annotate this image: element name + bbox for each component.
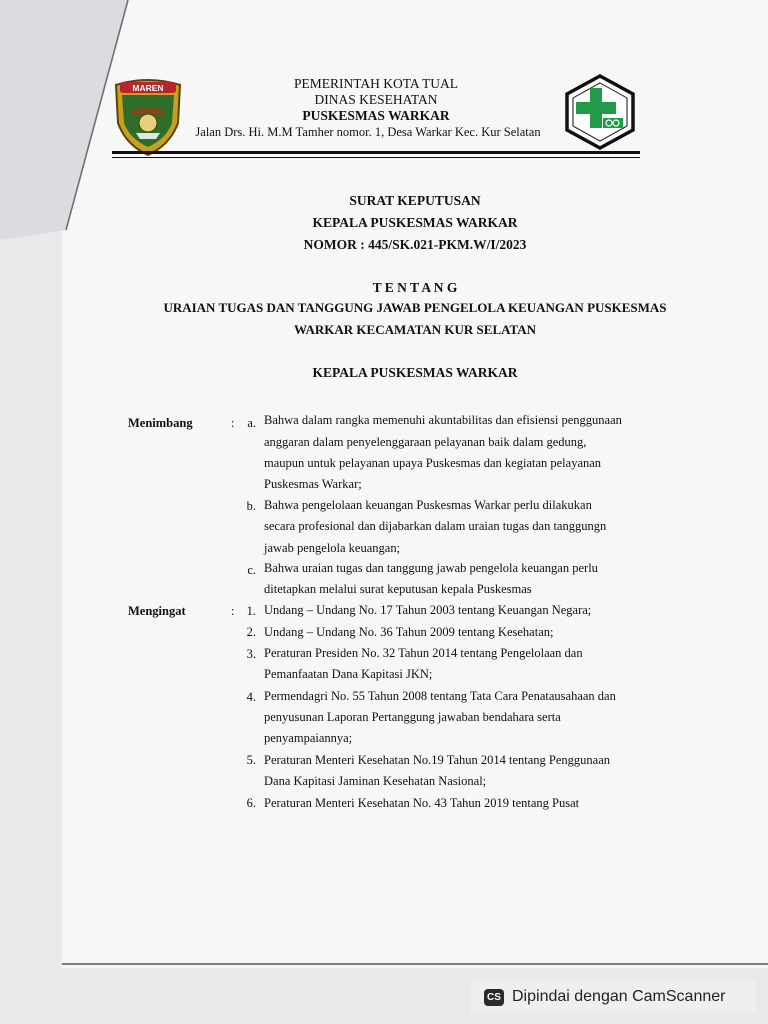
menimbang-b-line3: jawab pengelola keuangan;: [264, 541, 401, 555]
letterhead-government: PEMERINTAH KOTA TUAL: [293, 76, 459, 91]
menimbang-c-line1: Bahwa uraian tugas dan tanggung jawab pengelola keuangan perlu: [264, 561, 598, 575]
mengingat-5-line2: Dana Kapitasi Jaminan Kesehatan Nasional;: [264, 774, 487, 788]
letterhead-address: Jalan Drs. Hi. M.M Tamher nomor. 1, Desa Warkar Kec. Kur Selatan: [195, 125, 541, 139]
decree-issuer-title: KEPALA PUSKESMAS WARKAR: [312, 215, 518, 230]
mengingat-4-line3: penyampaiannya;: [264, 731, 353, 745]
mengingat-label: Mengingat: [128, 604, 186, 618]
menimbang-label: Menimbang: [128, 416, 193, 430]
letterhead-rule-thin: [112, 157, 640, 158]
menimbang-marker-b: b.: [246, 499, 256, 513]
menimbang-a-line3: maupun untuk pelayanan upaya Puskesmas dan kegiatan pelayanan: [264, 456, 602, 470]
menimbang-b-line2: secara profesional dan dijabarkan dalam uraian tugas dan tanggungn: [264, 519, 607, 533]
menimbang-colon: :: [231, 416, 235, 430]
letterhead-rule-thick: [112, 151, 640, 154]
camscanner-text: Dipindai dengan CamScanner: [512, 988, 726, 1005]
puskesmas-cross-icon: [563, 74, 637, 150]
decree-subject-line2: WARKAR KECAMATAN KUR SELATAN: [293, 322, 537, 337]
mengingat-marker-2: 2.: [246, 625, 256, 639]
mengingat-4-line2: penyusunan Laporan Pertanggung jawaban bendahara serta: [264, 710, 561, 724]
mengingat-marker-5: 5.: [246, 753, 256, 767]
mengingat-marker-1: 1.: [246, 604, 256, 618]
mengingat-5-line1: Peraturan Menteri Kesehatan No.19 Tahun 2014 tentang Penggunaan: [264, 753, 611, 767]
menimbang-b-line1: Bahwa pengelolaan keuangan Puskesmas Warkar perlu dilakukan: [264, 498, 592, 512]
letterhead-text: [190, 76, 562, 140]
tentang-heading: T E N T A N G: [372, 280, 458, 295]
issuing-authority: KEPALA PUSKESMAS WARKAR: [312, 365, 518, 380]
menimbang-a-line2: anggaran dalam penyelenggaraan pelayanan baik dalam gedung,: [264, 435, 587, 449]
decree-number: NOMOR : 445/SK.021-PKM.W/I/2023: [303, 237, 527, 252]
letterhead-agency: DINAS KESEHATAN: [314, 92, 438, 107]
mengingat-marker-3: 3.: [246, 647, 256, 661]
mengingat-colon: :: [231, 604, 235, 618]
letterhead-office: PUSKESMAS WARKAR: [302, 108, 450, 123]
menimbang-a-line4: Puskesmas Warkar;: [264, 477, 362, 491]
decree-subject-line1: URAIAN TUGAS DAN TANGGUNG JAWAB PENGELOLA KEUANGAN PUSKESMAS: [163, 300, 667, 315]
mengingat-6-line1: Peraturan Menteri Kesehatan No. 43 Tahun 2019 tentang Pusat: [264, 796, 580, 810]
menimbang-marker-a: a.: [247, 416, 256, 430]
page-bottom-edge: [62, 963, 768, 965]
camscanner-watermark: [470, 981, 756, 1013]
menimbang-marker-c: c.: [247, 563, 256, 577]
decree-title: SURAT KEPUTUSAN: [349, 193, 481, 208]
mengingat-4-line1: Permendagri No. 55 Tahun 2008 tentang Tata Cara Penatausahaan dan: [264, 689, 616, 703]
menimbang-c-line2: ditetapkan melalui surat keputusan kepala Puskesmas: [264, 582, 532, 596]
mengingat-3-line1: Peraturan Presiden No. 32 Tahun 2014 tentang Pengelolaan dan: [264, 646, 583, 660]
camscanner-logo-icon: CS: [484, 989, 504, 1006]
mengingat-marker-4: 4.: [246, 690, 256, 704]
city-crest-icon: [110, 75, 186, 157]
mengingat-3-line2: Pemanfaatan Dana Kapitasi JKN;: [264, 667, 433, 681]
mengingat-marker-6: 6.: [246, 796, 256, 810]
menimbang-a-line1: Bahwa dalam rangka memenuhi akuntabilitas dan efisiensi penggunaan: [264, 413, 622, 427]
crest-banner-text: MAREN: [132, 83, 164, 93]
mengingat-1-line1: Undang – Undang No. 17 Tahun 2003 tentang Keuangan Negara;: [264, 603, 592, 617]
mengingat-2-line1: Undang – Undang No. 36 Tahun 2009 tentang Kesehatan;: [264, 625, 554, 639]
